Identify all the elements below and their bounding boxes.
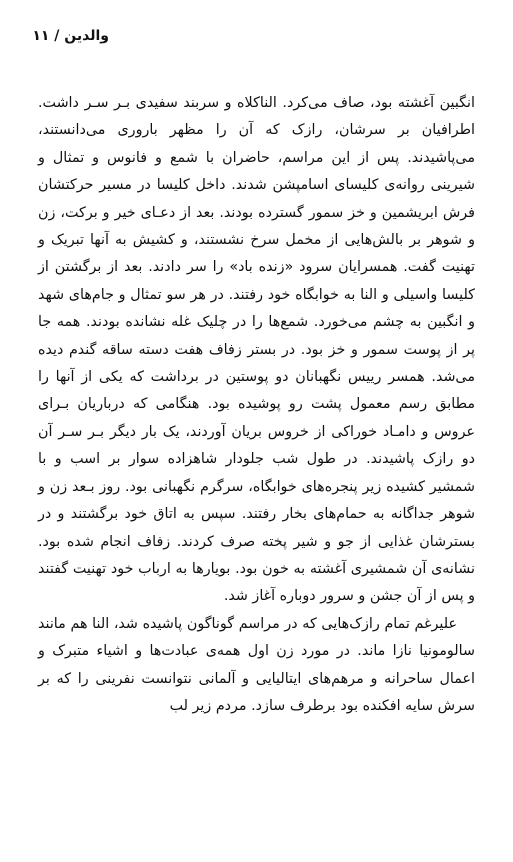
paragraph: انگبین آغشته بود، صاف می‌کرد. الناکلاه و سربند سفیدی بـر سـر داشت. اطرافیان بر سرشان، رازک که آن را مظهر باروری می‌دانستند، می‌پاشیدند. پس از این مراسم، حاضران با شمع و فانوس و تمثال و شیرینی روانه‌ی کلیسای اسامپشن شدند. داخل کلیسا در مسیر حرکتشان فرش ابریشمین و خز سمور گسترده بودند. بعد از دعـای خیر و برکت، زن و شوهر بر بالش‌هایی از مخمل سرخ نشستند، و کشیش به آنها تبریک و تهنیت گفت. همسرایان سرود «زنده باد» را سر دادند. بعد از برگشتن از کلیسا واسیلی و النا به خوابگاه خود رفتند. در هر سو تمثال و جام‌های شهد و انگبین به چشم می‌خورد. شمع‌ها را در چلیک غله نشانده بودند. همه جا پر از پوست سمور و خز بود. در بستر زفاف هفت دسته ساقه گندم دیده می‌شد. همسر رییس نگهبانان دو پوستین در برداشت که یکی از آنها را مطابق رسم معمول پشت رو پوشیده بود. هنگامی که درباریان بـرای عروس و دامـاد خوراکی از خروس بریان آوردند، یک بار دیگر بـر سـر آن دو رازک پاشیدند. در طول شب جلودار شاهزاده سوار بر اسب و با شمشیر کشیده زیر پنجره‌های خوابگاه، سرگرم نگهبانی بود. روز بـعد زن و شوهر جداگانه به حمام‌های بخار رفتند. سپس به اتاق خود برگشتند و در بسترشان غذایی از جو و شیر پخته صرف کردند. زفاف انجام شده بود. نشانه‌ی آن شمشیری آغشته به خون بود. بویارها به ارباب خود تهنیت گفتند و پس از آن جشن و سرور دوباره آغاز شد. xyxy=(38,95,475,605)
body-text xyxy=(38,90,475,720)
paragraph: علیرغم تمام رازک‌هایی که در مراسم گوناگون پاشیده شد، النا هم مانند سالومونیا نازا ماند. در مورد زن اول همه‌ی عبادت‌ها و اشیاء متبرک و اعمال ساحرانه و مرهم‌های ایتالیایی و آلمانی نتوانست نفرینی را که بر سرش سایه افکنده بود برطرف سازد. مردم زیر لب xyxy=(38,615,475,714)
running-header: والدین / ۱۱ xyxy=(32,28,109,44)
